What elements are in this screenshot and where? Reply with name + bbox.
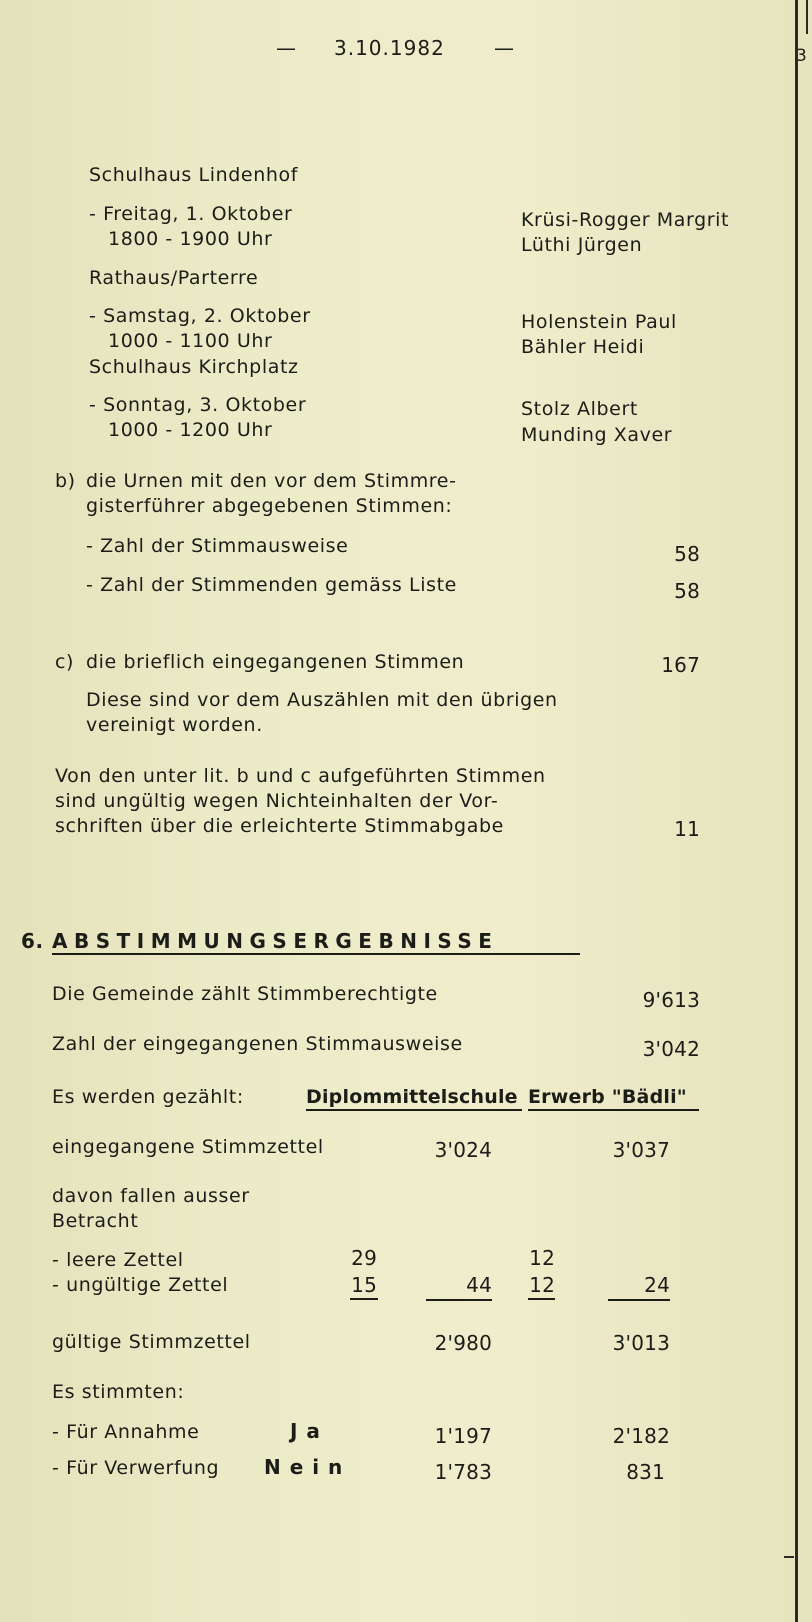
header-dash-left: — [276,36,297,60]
excluded-label: davon fallen ausser [52,1185,250,1207]
page-number: 3 [796,46,808,66]
postal-note: vereinigt worden. [86,714,263,736]
station-place: Schulhaus Lindenhof [89,164,298,186]
no-col1: 1'783 [434,1460,492,1484]
station-person: Holenstein Paul [521,311,677,333]
received-ids-value: 3'042 [642,1037,700,1061]
invalid-ballots-col2: 12 [529,1273,555,1297]
no-word: N e i n [264,1455,344,1479]
invalid-note-value: 11 [674,817,700,841]
page-edge-rule-top [806,0,808,34]
invalid-ballots-label: - ungültige Zettel [52,1274,229,1296]
eligible-label: Die Gemeinde zählt Stimmberechtigte [52,983,438,1005]
postal-marker: c) [55,651,75,673]
voted-label: Es stimmten: [52,1381,185,1403]
counted-label: Es werden gezählt: [52,1086,244,1108]
page-edge-tick [784,1556,794,1558]
received-ids-label: Zahl der eingegangenen Stimmausweise [52,1033,463,1055]
station-person: Bähler Heidi [521,336,645,358]
column-header-diplommittelschule: Diplommittelschule [306,1086,518,1108]
yes-label: - Für Annahme [52,1421,200,1443]
urns-line: gisterführer abgegebenen Stimmen: [86,495,453,517]
invalid-note-line: schriften über die erleichterte Stimmabgabe [55,815,504,837]
page-edge-rule [795,0,798,1622]
station-time: 1000 - 1100 Uhr [108,330,273,352]
station-person: Krüsi-Rogger Margrit [521,209,730,231]
postal-note: Diese sind vor dem Auszählen mit den übrigen [86,689,558,711]
empty-ballots-col2: 12 [529,1246,555,1270]
header-dash-right: — [494,36,515,60]
station-place: Schulhaus Kirchplatz [89,356,299,378]
station-day: - Sonntag, 3. Oktober [89,394,307,416]
column-header-underline [528,1109,699,1111]
invalid-ballots-col1: 15 [351,1273,377,1297]
urns-marker: b) [55,470,76,492]
postal-value: 167 [661,653,700,677]
eligible-value: 9'613 [642,988,700,1012]
sum-underline [608,1299,670,1301]
yes-col2: 2'182 [612,1424,670,1448]
valid-ballots-col1: 2'980 [434,1331,492,1355]
excluded-total-col2: 24 [644,1273,670,1297]
sum-underline [426,1299,492,1301]
station-person: Munding Xaver [521,424,673,446]
urns-item-value: 58 [674,579,700,603]
station-place: Rathaus/Parterre [89,267,259,289]
station-time: 1800 - 1900 Uhr [108,228,273,250]
section-title-underline [52,953,580,955]
urns-item-label: - Zahl der Stimmausweise [86,535,349,557]
station-day: - Samstag, 2. Oktober [89,305,311,327]
column-header-underline [306,1109,522,1111]
ballots-label: eingegangene Stimmzettel [52,1136,324,1158]
sum-underline [528,1298,555,1300]
yes-word: J a [290,1419,321,1443]
station-person: Lüthi Jürgen [521,234,643,256]
urns-item-label: - Zahl der Stimmenden gemäss Liste [86,574,457,596]
invalid-note-line: sind ungültig wegen Nichteinhalten der Vor- [55,790,499,812]
empty-ballots-label: - leere Zettel [52,1249,184,1271]
header-date: 3.10.1982 [334,36,445,60]
sum-underline [350,1298,378,1300]
urns-item-value: 58 [674,542,700,566]
empty-ballots-col1: 29 [351,1246,377,1270]
ballots-value-col1: 3'024 [434,1138,492,1162]
excluded-label: Betracht [52,1210,139,1232]
station-time: 1000 - 1200 Uhr [108,419,273,441]
excluded-total-col1: 44 [466,1273,492,1297]
station-day: - Freitag, 1. Oktober [89,203,293,225]
section-title: ABSTIMMUNGSERGEBNISSE [52,929,499,953]
invalid-note-line: Von den unter lit. b und c aufgeführten Stimmen [55,765,546,787]
urns-line: die Urnen mit den vor dem Stimmre- [86,470,457,492]
yes-col1: 1'197 [434,1424,492,1448]
no-label: - Für Verwerfung [52,1457,220,1479]
postal-label: die brieflich eingegangenen Stimmen [86,651,465,673]
valid-ballots-label: gültige Stimmzettel [52,1331,251,1353]
column-header-erwerb-baedli: Erwerb "Bädli" [528,1086,687,1108]
valid-ballots-col2: 3'013 [612,1331,670,1355]
ballots-value-col2: 3'037 [612,1138,670,1162]
station-person: Stolz Albert [521,398,638,420]
no-col2: 831 [626,1460,665,1484]
section-number: 6. [21,929,44,953]
